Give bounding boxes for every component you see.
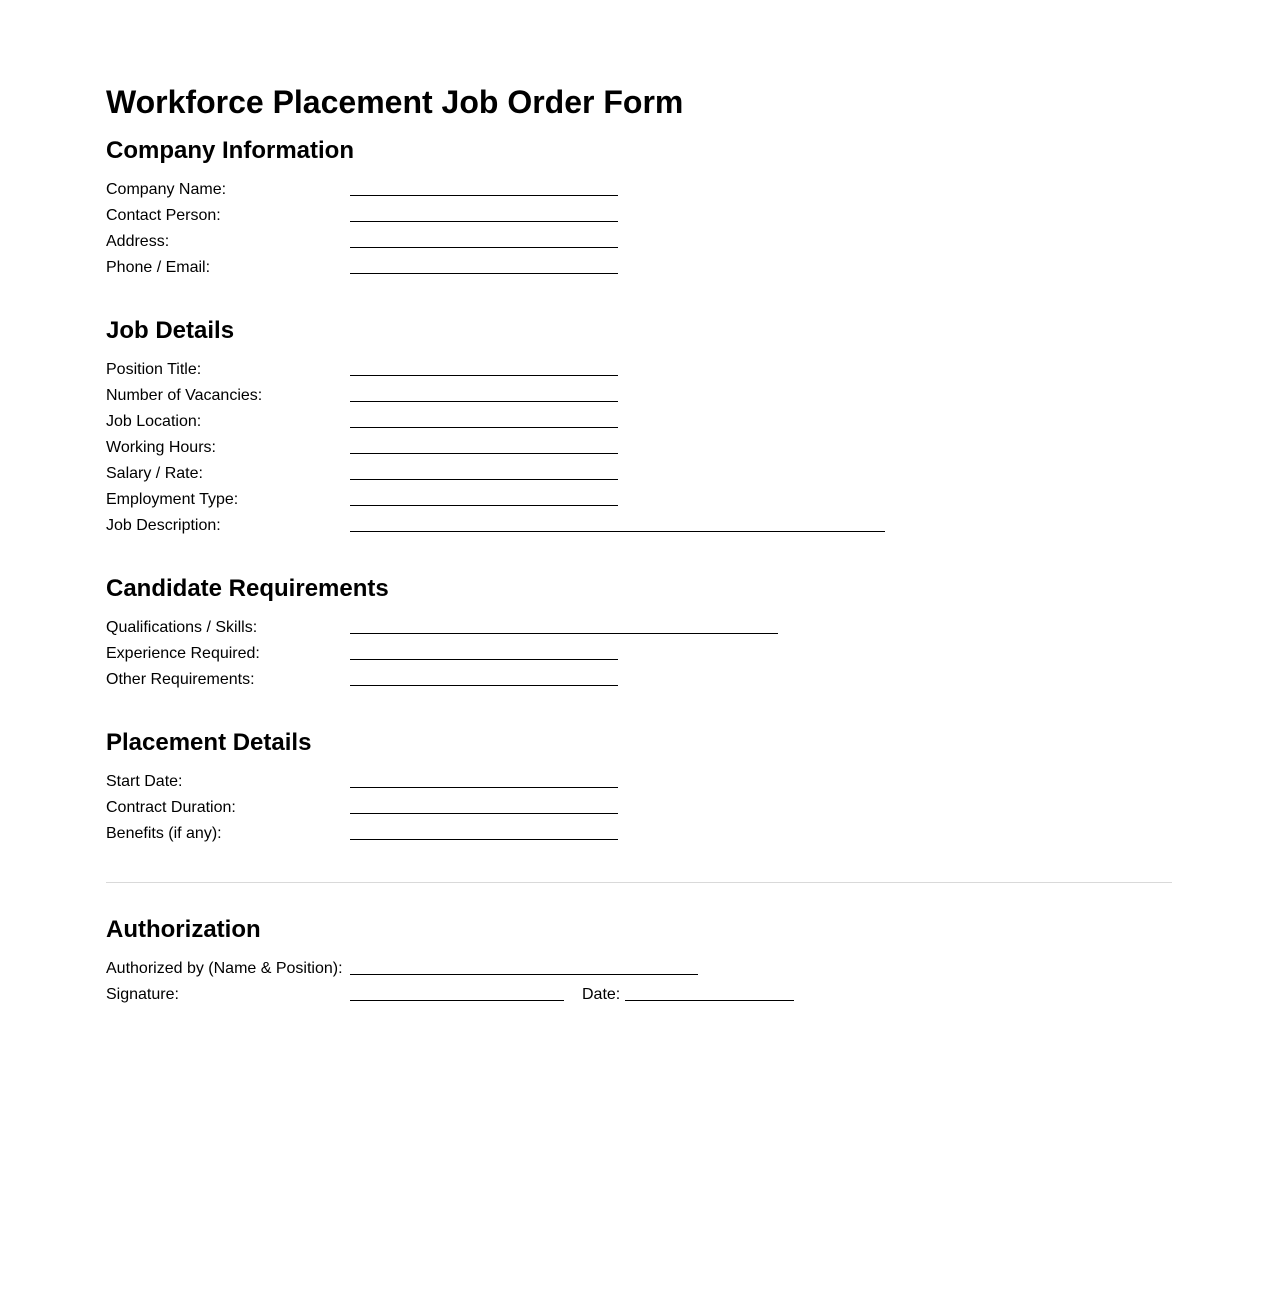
form-row-vacancies — [106, 386, 1206, 412]
salary-field[interactable] — [350, 479, 618, 480]
vacancies-field[interactable] — [350, 401, 618, 402]
date-field[interactable] — [625, 1000, 794, 1001]
form-row-other-requirements — [106, 670, 1206, 696]
job-description-field[interactable] — [350, 531, 885, 532]
section-heading-job-details: Job Details — [106, 317, 235, 344]
form-row-job-location — [106, 412, 1206, 438]
field-label: Start Date: — [106, 773, 183, 790]
form-row-working-hours — [106, 438, 1206, 464]
experience-field[interactable] — [350, 659, 618, 660]
form-row-authorized-by — [106, 959, 1206, 985]
date-label: Date: — [582, 986, 621, 1003]
form-row-signature — [106, 985, 1206, 1011]
form-row-experience — [106, 644, 1206, 670]
signature-field[interactable] — [350, 1000, 564, 1001]
form-row-employment-type — [106, 490, 1206, 516]
section-heading-authorization: Authorization — [106, 916, 261, 943]
contact-person-field[interactable] — [350, 221, 618, 222]
form-row-contract-duration — [106, 798, 1206, 824]
section-heading-placement-details: Placement Details — [106, 729, 312, 756]
field-label: Address: — [106, 233, 170, 250]
field-label: Position Title: — [106, 361, 202, 378]
qualifications-field[interactable] — [350, 633, 778, 634]
employment-type-field[interactable] — [350, 505, 618, 506]
phone-email-field[interactable] — [350, 273, 618, 274]
field-label: Employment Type: — [106, 491, 239, 508]
form-row-phone-email — [106, 258, 1206, 284]
field-label: Number of Vacancies: — [106, 387, 263, 404]
form-row-company-name — [106, 180, 1206, 206]
form-row-job-description — [106, 516, 1206, 542]
field-label: Contract Duration: — [106, 799, 236, 816]
field-label: Salary / Rate: — [106, 465, 203, 482]
page-title: Workforce Placement Job Order Form — [106, 84, 684, 120]
form-row-qualifications — [106, 618, 1206, 644]
field-label: Signature: — [106, 986, 179, 1003]
field-label: Working Hours: — [106, 439, 216, 456]
form-row-address — [106, 232, 1206, 258]
section-heading-candidate-requirements: Candidate Requirements — [106, 575, 389, 602]
position-title-field[interactable] — [350, 375, 618, 376]
field-label: Job Description: — [106, 517, 221, 534]
field-label: Authorized by (Name & Position): — [106, 960, 343, 977]
field-label: Experience Required: — [106, 645, 260, 662]
field-label: Contact Person: — [106, 207, 221, 224]
working-hours-field[interactable] — [350, 453, 618, 454]
form-row-benefits — [106, 824, 1206, 850]
field-label: Company Name: — [106, 181, 227, 198]
form-row-position-title — [106, 360, 1206, 386]
field-label: Phone / Email: — [106, 259, 211, 276]
authorized-by-field[interactable] — [350, 974, 698, 975]
form-row-salary — [106, 464, 1206, 490]
section-divider — [106, 882, 1172, 883]
form-row-contact-person — [106, 206, 1206, 232]
address-field[interactable] — [350, 247, 618, 248]
section-heading-company: Company Information — [106, 137, 355, 164]
field-label: Job Location: — [106, 413, 202, 430]
field-label: Other Requirements: — [106, 671, 255, 688]
benefits-field[interactable] — [350, 839, 618, 840]
form-row-start-date — [106, 772, 1206, 798]
company-name-field[interactable] — [350, 195, 618, 196]
start-date-field[interactable] — [350, 787, 618, 788]
other-requirements-field[interactable] — [350, 685, 618, 686]
field-label: Qualifications / Skills: — [106, 619, 258, 636]
field-label: Benefits (if any): — [106, 825, 222, 842]
contract-duration-field[interactable] — [350, 813, 618, 814]
job-location-field[interactable] — [350, 427, 618, 428]
